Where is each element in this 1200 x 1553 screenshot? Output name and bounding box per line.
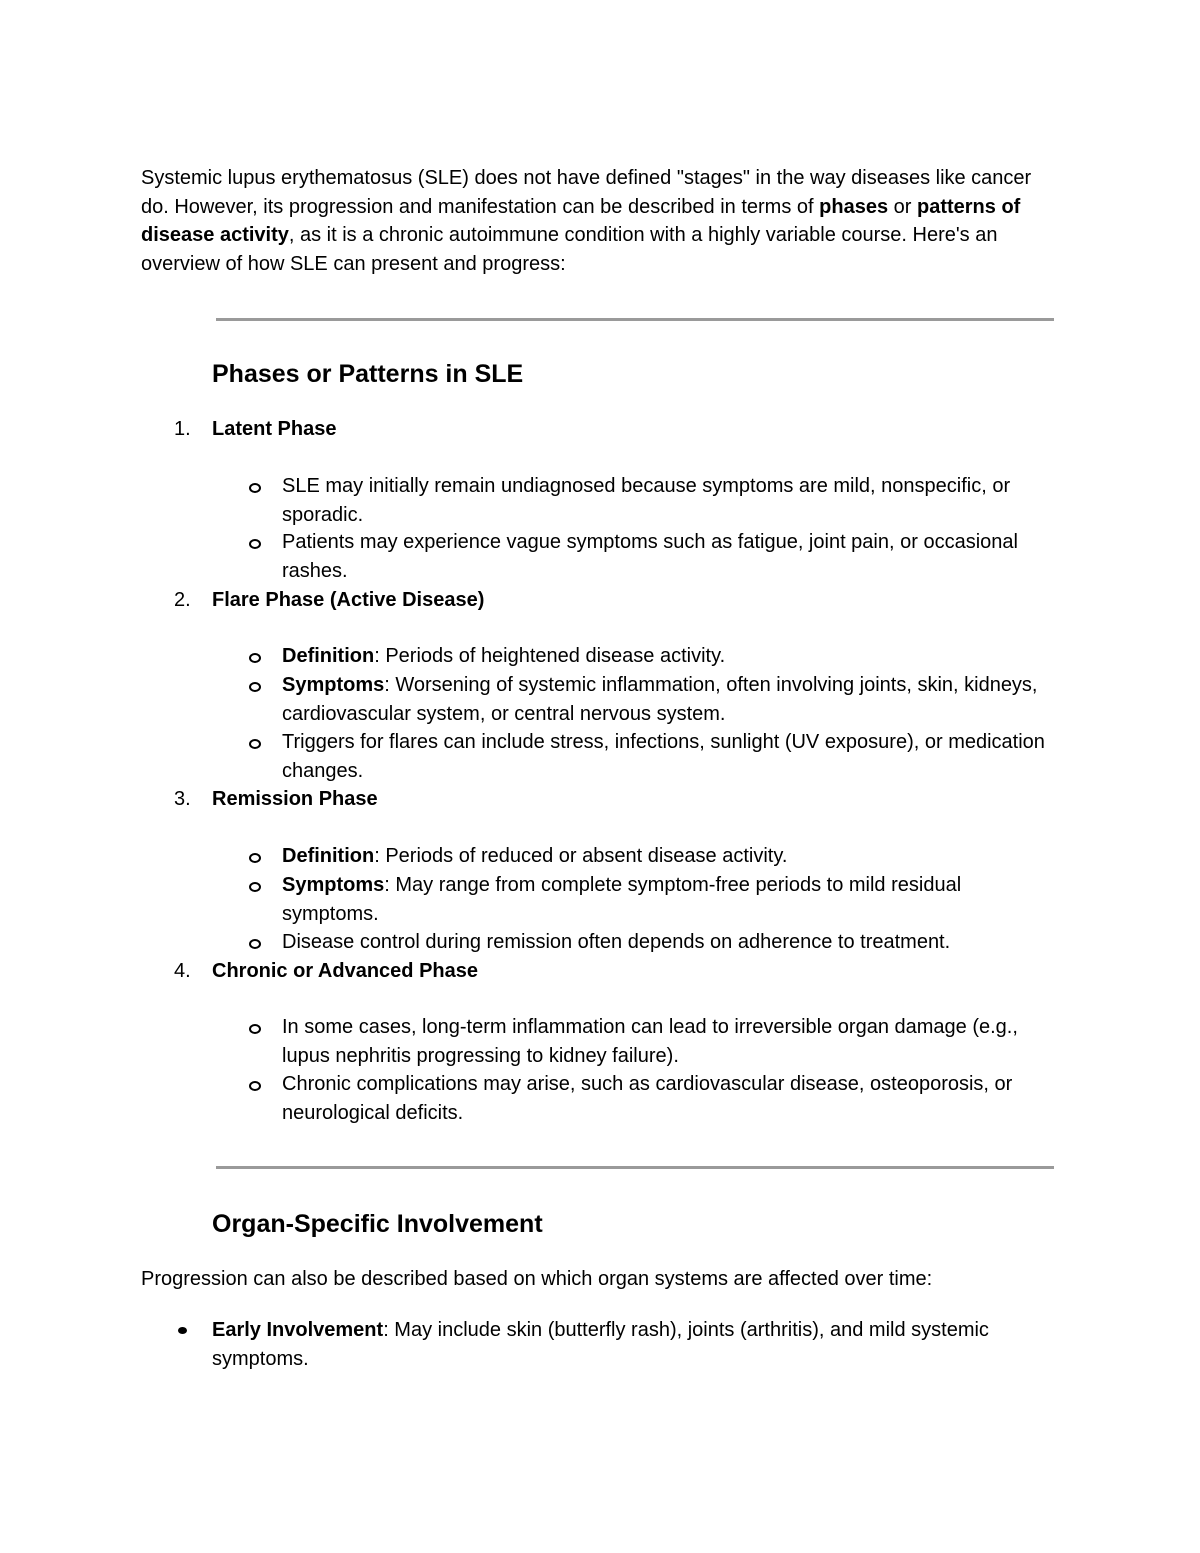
intro-bold-patterns: patterns of disease activity: [141, 195, 1021, 247]
bullet-list-item: [212, 1316, 1062, 1373]
sub-list-item: [282, 842, 1062, 871]
intro-text-3: , as it is a chronic autoimmune condition with a highly variable course. Here's an overview of how SLE can present and progress:: [141, 224, 998, 275]
item-title-latent-phase: Latent Phase: [212, 418, 337, 440]
sub-list-item: SLE may initially remain undiagnosed because symptoms are mild, nonspecific, or sporadic.: [282, 475, 1011, 526]
hollow-bullet-icon: [249, 539, 261, 549]
sub-item-text: : Periods of heightened disease activity.: [374, 645, 726, 667]
hollow-bullet-icon: [249, 653, 261, 663]
sub-item-label: Symptoms: [282, 874, 385, 896]
sub-item-text: : Periods of reduced or absent disease activity.: [374, 845, 788, 867]
sub-list-item: Disease control during remission often depends on adherence to treatment.: [282, 931, 951, 953]
sub-list-item: [282, 871, 1062, 928]
hollow-bullet-icon: [249, 882, 261, 892]
list-number-2: 2.: [174, 589, 191, 611]
list-number-1: 1.: [174, 418, 191, 440]
bullet-item-text: : May include skin (butterfly rash), joints (arthritis), and mild systemic symptoms.: [212, 1319, 989, 1370]
sub-item-text: : Worsening of systemic inflammation, often involving joints, skin, kidneys, cardiovascular system, or central nervous system.: [282, 674, 1038, 725]
organ-intro-paragraph: Progression can also be described based on which organ systems are affected over time:: [141, 1268, 933, 1290]
horizontal-rule-1: [216, 318, 1054, 321]
hollow-bullet-icon: [249, 939, 261, 949]
sub-item-label: Definition: [282, 845, 375, 867]
hollow-bullet-icon: [249, 1024, 261, 1034]
sub-item-label: Symptoms: [282, 674, 385, 696]
bullet-item-label: Early Involvement: [212, 1319, 384, 1341]
hollow-bullet-icon: [249, 483, 261, 493]
item-title-remission-phase: Remission Phase: [212, 788, 378, 810]
section-heading-organ: Organ-Specific Involvement: [212, 1210, 543, 1238]
sub-list-item: Chronic complications may arise, such as cardiovascular disease, osteoporosis, or neurological deficits.: [282, 1073, 1013, 1124]
sub-list-item: Triggers for flares can include stress, infections, sunlight (UV exposure), or medication changes.: [282, 731, 1045, 782]
sub-item-text: : May range from complete symptom-free periods to mild residual symptoms.: [282, 874, 962, 925]
sub-item-label: Definition: [282, 645, 375, 667]
item-title-flare-phase: Flare Phase (Active Disease): [212, 589, 485, 611]
item-title-chronic-phase: Chronic or Advanced Phase: [212, 960, 478, 982]
horizontal-rule-2: [216, 1166, 1054, 1169]
list-number-3: 3.: [174, 788, 191, 810]
section-heading-phases: Phases or Patterns in SLE: [212, 360, 524, 388]
sub-list-item: In some cases, long-term inflammation can lead to irreversible organ damage (e.g., lupus nephritis progressing to kidney failure).: [282, 1016, 1018, 1067]
list-number-4: 4.: [174, 960, 191, 982]
sub-list-item: [282, 642, 1062, 671]
intro-bold-phases: phases: [819, 195, 889, 218]
sub-list-item: Patients may experience vague symptoms such as fatigue, joint pain, or occasional rashes.: [282, 531, 1018, 582]
intro-text-2: or: [888, 195, 917, 218]
hollow-bullet-icon: [249, 682, 261, 692]
intro-text-1: Systemic lupus erythematosus (SLE) does not have defined "stages" in the way diseases like cancer do. However, its progression and manifestation can be described in terms of: [141, 167, 1032, 218]
sub-list-item: [282, 671, 1062, 728]
hollow-bullet-icon: [249, 1081, 261, 1091]
hollow-bullet-icon: [249, 853, 261, 863]
intro-paragraph: [141, 164, 1061, 278]
hollow-bullet-icon: [249, 739, 261, 749]
filled-bullet-icon: [178, 1327, 187, 1334]
